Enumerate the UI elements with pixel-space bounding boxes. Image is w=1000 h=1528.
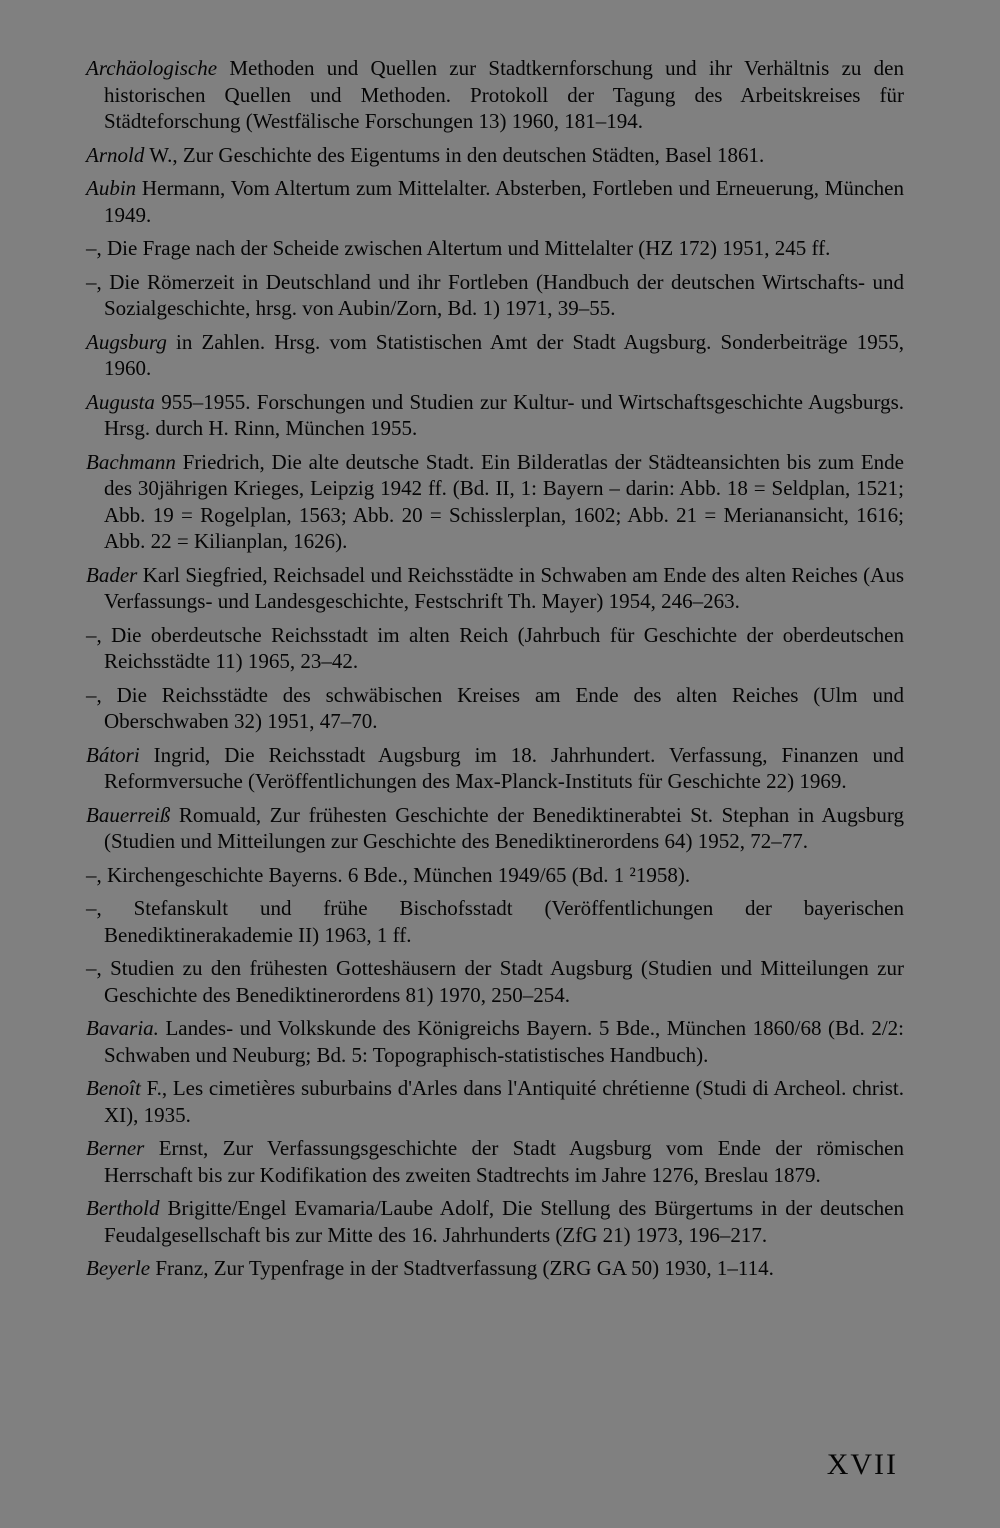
entry-text: –, Kirchengeschichte Bayerns. 6 Bde., München 1949/65 (Bd. 1 ²1958).: [86, 862, 691, 887]
bibliography-entry: [86, 55, 904, 135]
bibliography-entry: [86, 1075, 904, 1128]
entry-text: 955–1955. Forschungen und Studien zur Kultur- und Wirtschaftsgeschichte Augsburgs. Hrsg. durch H. Rinn, München 1955.: [104, 389, 904, 440]
bibliography-entry: [86, 449, 904, 555]
bibliography-list: [86, 55, 904, 1282]
entry-text: Methoden und Quellen zur Stadtkernforschung und ihr Verhältnis zu den historischen Quellen und Methoden. Protokoll der Tagung des Arbeitskreises für Städteforschung (Westfälische Forschungen 13) 1960, 181–194.: [104, 56, 904, 133]
entry-author: Bavaria.: [86, 1016, 159, 1040]
bibliography-entry: [86, 175, 904, 228]
bibliography-entry: [86, 1015, 904, 1068]
entry-author: Bauerreiß: [86, 802, 171, 827]
entry-text: Friedrich, Die alte deutsche Stadt. Ein Bilderatlas der Städteansichten bis zum Ende des 30jährigen Krieges, Leipzig 1942 ff. (Bd. II, 1: Bayern – darin: Abb. 18 = Seldplan, 1521; Abb. 19 = Rogelplan, 1563; Abb. 20 = Schisslerplan, 1602; Abb. 21 = Merianansicht, 1616; Abb. 22 = Kilianplan, 1626).: [104, 449, 904, 553]
entry-author: Bátori: [86, 742, 140, 767]
bibliography-entry: [86, 1195, 904, 1248]
page-number: XVII: [826, 1448, 898, 1481]
entry-author: Arnold: [86, 142, 145, 167]
entry-text: –, Studien zu den frühesten Gotteshäusern der Stadt Augsburg (Studien und Mitteilungen zur Geschichte des Benediktinerordens 81) 1970, 250–254.: [86, 956, 904, 1007]
entry-author: Augsburg: [86, 329, 167, 354]
entry-text: –, Die Frage nach der Scheide zwischen Altertum und Mittelalter (HZ 172) 1951, 245 ff.: [86, 236, 831, 260]
entry-author: Beyerle: [86, 1256, 151, 1280]
entry-author: Benoît: [86, 1076, 141, 1100]
entry-text: Hermann, Vom Altertum zum Mittelalter. Absterben, Fortleben und Erneuerung, München 1949.: [104, 176, 904, 227]
entry-text: Ernst, Zur Verfassungsgeschichte der Stadt Augsburg vom Ende der römischen Herrschaft bis zur Kodifikation des zweiten Stadtrechts im Jahre 1276, Breslau 1879.: [104, 1136, 904, 1187]
entry-author: Berthold: [86, 1196, 160, 1220]
bibliography-entry: [86, 682, 904, 735]
entry-text: –, Die oberdeutsche Reichsstadt im alten Reich (Jahrbuch für Geschichte der oberdeutschen Reichsstädte 11) 1965, 23–42.: [86, 622, 904, 673]
bibliography-entry: [86, 622, 904, 675]
bibliography-entry: [86, 142, 904, 169]
entry-text: Ingrid, Die Reichsstadt Augsburg im 18. Jahrhundert. Verfassung, Finanzen und Reformversuche (Veröffentlichungen des Max-Planck-Instituts für Geschichte 22) 1969.: [104, 742, 904, 793]
bibliography-entry: [86, 955, 904, 1008]
bibliography-entry: [86, 862, 904, 889]
entry-text: Brigitte/Engel Evamaria/Laube Adolf, Die Stellung des Bürgertums in der deutschen Feudalgesellschaft bis zur Mitte des 16. Jahrhunderts (ZfG 21) 1973, 196–217.: [104, 1196, 904, 1247]
entry-text: Landes- und Volkskunde des Königreichs Bayern. 5 Bde., München 1860/68 (Bd. 2/2: Schwaben und Neuburg; Bd. 5: Topographisch-statistisches Handbuch).: [104, 1016, 904, 1067]
entry-author: Berner: [86, 1136, 145, 1160]
bibliography-entry: [86, 235, 904, 262]
entry-author: Bader: [86, 562, 138, 587]
entry-text: –, Die Reichsstädte des schwäbischen Kreises am Ende des alten Reiches (Ulm und Oberschwaben 32) 1951, 47–70.: [86, 682, 904, 733]
entry-text: –, Die Römerzeit in Deutschland und ihr Fortleben (Handbuch der deutschen Wirtschafts- und Sozialgeschichte, hrsg. von Aubin/Zorn, Bd. 1) 1971, 39–55.: [86, 269, 904, 320]
entry-text: Romuald, Zur frühesten Geschichte der Benediktinerabtei St. Stephan in Augsburg (Studien und Mitteilungen zur Geschichte des Benediktinerordens 64) 1952, 72–77.: [104, 802, 904, 853]
bibliography-entry: [86, 802, 904, 855]
bibliography-entry: [86, 1135, 904, 1188]
entry-text: Franz, Zur Typenfrage in der Stadtverfassung (ZRG GA 50) 1930, 1–114.: [150, 1256, 774, 1280]
entry-text: F., Les cimetières suburbains d'Arles dans l'Antiquité chrétienne (Studi di Archeol. christ. XI), 1935.: [104, 1076, 904, 1127]
entry-author: Aubin: [86, 176, 137, 200]
entry-text: W., Zur Geschichte des Eigentums in den deutschen Städten, Basel 1861.: [144, 142, 765, 167]
entry-text: in Zahlen. Hrsg. vom Statistischen Amt der Stadt Augsburg. Sonderbeiträge 1955, 1960.: [104, 329, 904, 380]
entry-author: Bachmann: [86, 449, 176, 474]
bibliography-entry: [86, 895, 904, 948]
entry-text: –, Stefanskult und frühe Bischofsstadt (Veröffentlichungen der bayerischen Benediktinerakademie II) 1963, 1 ff.: [86, 896, 904, 947]
bibliography-entry: [86, 562, 904, 615]
entry-text: Karl Siegfried, Reichsadel und Reichsstädte in Schwaben am Ende des alten Reiches (Aus Verfassungs- und Landesgeschichte, Festschrift Th. Mayer) 1954, 246–263.: [104, 562, 904, 613]
bibliography-entry: [86, 742, 904, 795]
bibliography-entry: [86, 269, 904, 322]
entry-author: Augusta: [86, 389, 155, 414]
bibliography-entry: [86, 1255, 904, 1282]
bibliography-entry: [86, 329, 904, 382]
bibliography-entry: [86, 389, 904, 442]
entry-author: Archäologische: [86, 56, 218, 80]
